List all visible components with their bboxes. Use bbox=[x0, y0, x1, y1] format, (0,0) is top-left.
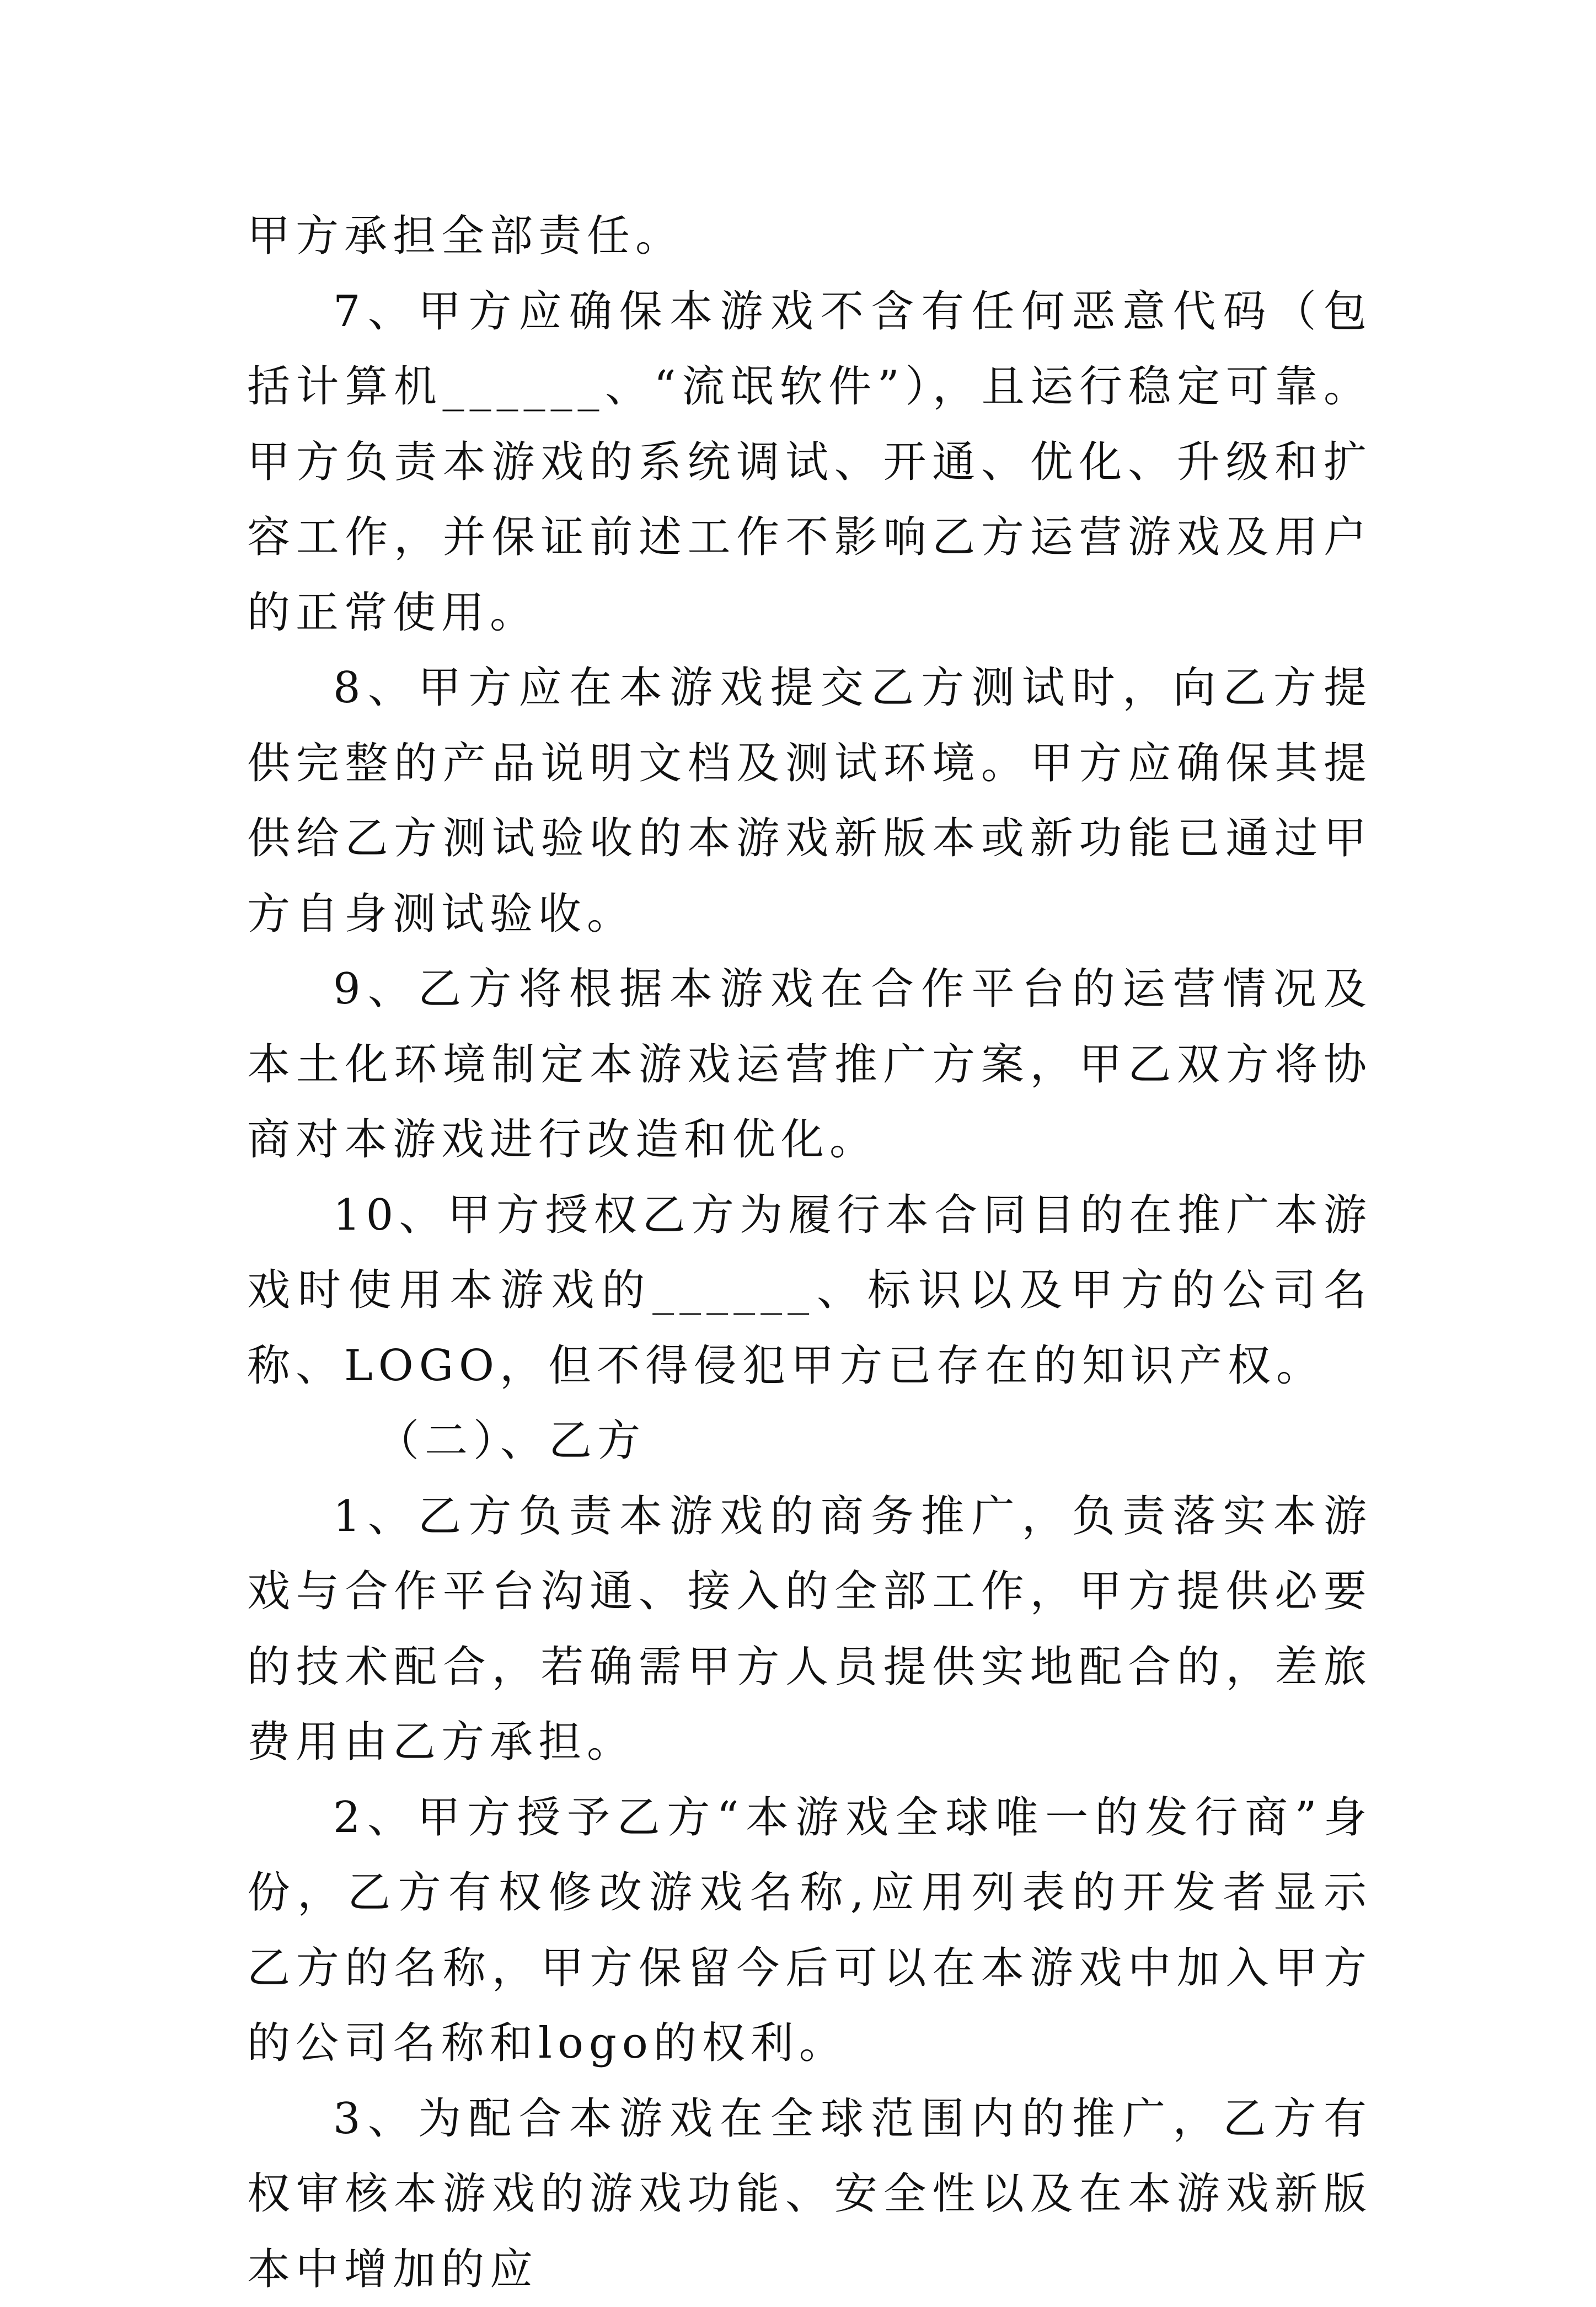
paragraph-clause-8: 8、甲方应在本游戏提交乙方测试时，向乙方提供完整的产品说明文档及测试环境。甲方应确保其提供给乙方测试验收的本游戏新版本或新功能已通过甲方自身测试验收。 bbox=[247, 650, 1372, 952]
paragraph-party-b-clause-2: 2、甲方授予乙方“本游戏全球唯一的发行商”身份，乙方有权修改游戏名称,应用列表的开发者显示乙方的名称，甲方保留今后可以在本游戏中加入甲方的公司名称和logo的权利。 bbox=[247, 1780, 1372, 2081]
section-heading-party-b: （二）、乙方 bbox=[247, 1403, 1372, 1479]
document-body bbox=[247, 199, 1372, 2307]
paragraph-party-b-clause-1: 1、乙方负责本游戏的商务推广，负责落实本游戏与合作平台沟通、接入的全部工作，甲方提供必要的技术配合，若确需甲方人员提供实地配合的，差旅费用由乙方承担。 bbox=[247, 1479, 1372, 1780]
paragraph-clause-7: 7、甲方应确保本游戏不含有任何恶意代码（包括计算机______、“流氓软件”），且运行稳定可靠。甲方负责本游戏的系统调试、开通、优化、升级和扩容工作，并保证前述工作不影响乙方运营游戏及用户的正常使用。 bbox=[247, 274, 1372, 651]
paragraph-party-b-clause-3: 3、为配合本游戏在全球范围内的推广，乙方有权审核本游戏的游戏功能、安全性以及在本游戏新版本中增加的应 bbox=[247, 2081, 1372, 2307]
paragraph-clause-10: 10、甲方授权乙方为履行本合同目的在推广本游戏时使用本游戏的______、标识以及甲方的公司名称、LOGO，但不得侵犯甲方已存在的知识产权。 bbox=[247, 1178, 1372, 1404]
paragraph-continuation: 甲方承担全部责任。 bbox=[247, 199, 1372, 274]
paragraph-clause-9: 9、乙方将根据本游戏在合作平台的运营情况及本土化环境制定本游戏运营推广方案，甲乙双方将协商对本游戏进行改造和优化。 bbox=[247, 952, 1372, 1178]
